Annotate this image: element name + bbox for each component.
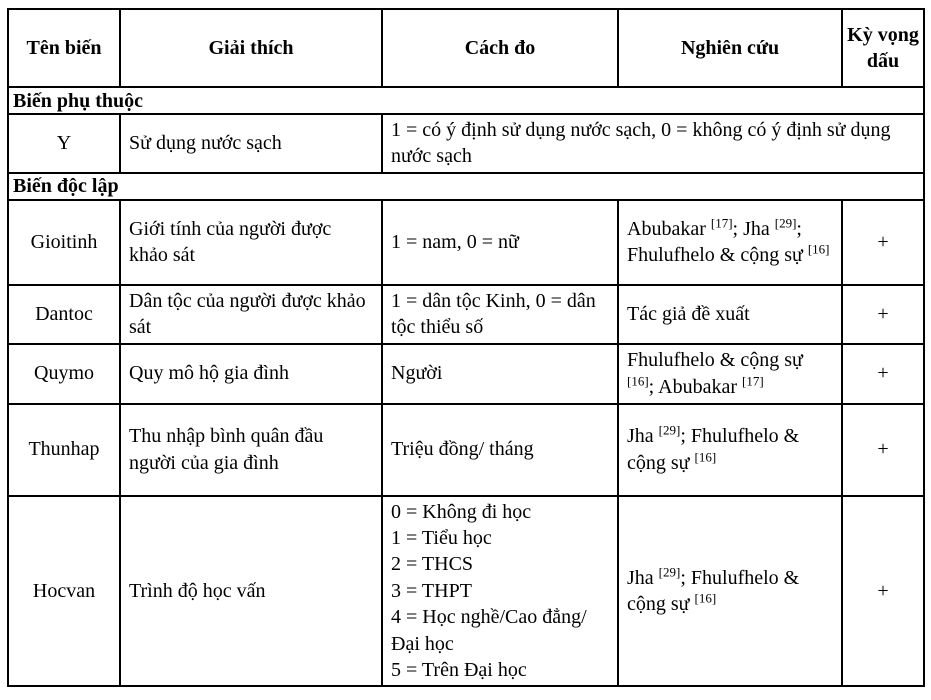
variable-name-cell: Y — [8, 114, 120, 173]
variable-name-cell: Quymo — [8, 344, 120, 404]
table-row-gioitinh — [8, 200, 924, 285]
table-row-hocvan — [8, 496, 924, 687]
research-cell: Jha [29]; Fhulufhelo & cộng sự [16] — [618, 496, 842, 687]
measure-cell: Người — [382, 344, 618, 404]
column-header-ten-bien: Tên biến — [8, 9, 120, 87]
variable-name-cell: Thunhap — [8, 404, 120, 496]
expected-sign-cell: + — [842, 496, 924, 687]
research-cell: Tác giả đề xuất — [618, 285, 842, 344]
expected-sign-cell: + — [842, 404, 924, 496]
measure-cell: Triệu đồng/ tháng — [382, 404, 618, 496]
explanation-cell: Quy mô hộ gia đình — [120, 344, 382, 404]
section-label-independent: Biến độc lập — [8, 173, 924, 200]
section-row-dependent — [8, 87, 924, 114]
table-header-row — [8, 9, 924, 87]
column-header-giai-thich: Giải thích — [120, 9, 382, 87]
research-cell: Fhulufhelo & cộng sự [16]; Abubakar [17] — [618, 344, 842, 404]
expected-sign-cell: + — [842, 344, 924, 404]
expected-sign-cell: + — [842, 285, 924, 344]
column-header-ky-vong-dau: Kỳ vọng dấu — [842, 9, 924, 87]
measure-cell: 1 = nam, 0 = nữ — [382, 200, 618, 285]
column-header-cach-do: Cách đo — [382, 9, 618, 87]
table-row-thunhap — [8, 404, 924, 496]
section-label-dependent: Biến phụ thuộc — [8, 87, 924, 114]
column-header-nghien-cuu: Nghiên cứu — [618, 9, 842, 87]
variable-name-cell: Hocvan — [8, 496, 120, 687]
table-row-dantoc — [8, 285, 924, 344]
research-cell: Jha [29]; Fhulufhelo & cộng sự [16] — [618, 404, 842, 496]
expected-sign-cell: + — [842, 200, 924, 285]
explanation-cell: Giới tính của người được khảo sát — [120, 200, 382, 285]
variables-table — [7, 8, 925, 687]
measure-cell: 1 = có ý định sử dụng nước sạch, 0 = không có ý định sử dụng nước sạch — [382, 114, 924, 173]
variable-name-cell: Gioitinh — [8, 200, 120, 285]
variable-name-cell: Dantoc — [8, 285, 120, 344]
explanation-cell: Sử dụng nước sạch — [120, 114, 382, 173]
research-cell: Abubakar [17]; Jha [29]; Fhulufhelo & cộng sự [16] — [618, 200, 842, 285]
explanation-cell: Dân tộc của người được khảo sát — [120, 285, 382, 344]
table-row-y — [8, 114, 924, 173]
measure-cell: 1 = dân tộc Kinh, 0 = dân tộc thiểu số — [382, 285, 618, 344]
section-row-independent — [8, 173, 924, 200]
explanation-cell: Trình độ học vấn — [120, 496, 382, 687]
table-row-quymo — [8, 344, 924, 404]
measure-cell: 0 = Không đi học 1 = Tiểu học 2 = THCS 3 = THPT 4 = Học nghề/Cao đẳng/Đại học 5 = Trên Đại học — [382, 496, 618, 687]
explanation-cell: Thu nhập bình quân đầu người của gia đình — [120, 404, 382, 496]
